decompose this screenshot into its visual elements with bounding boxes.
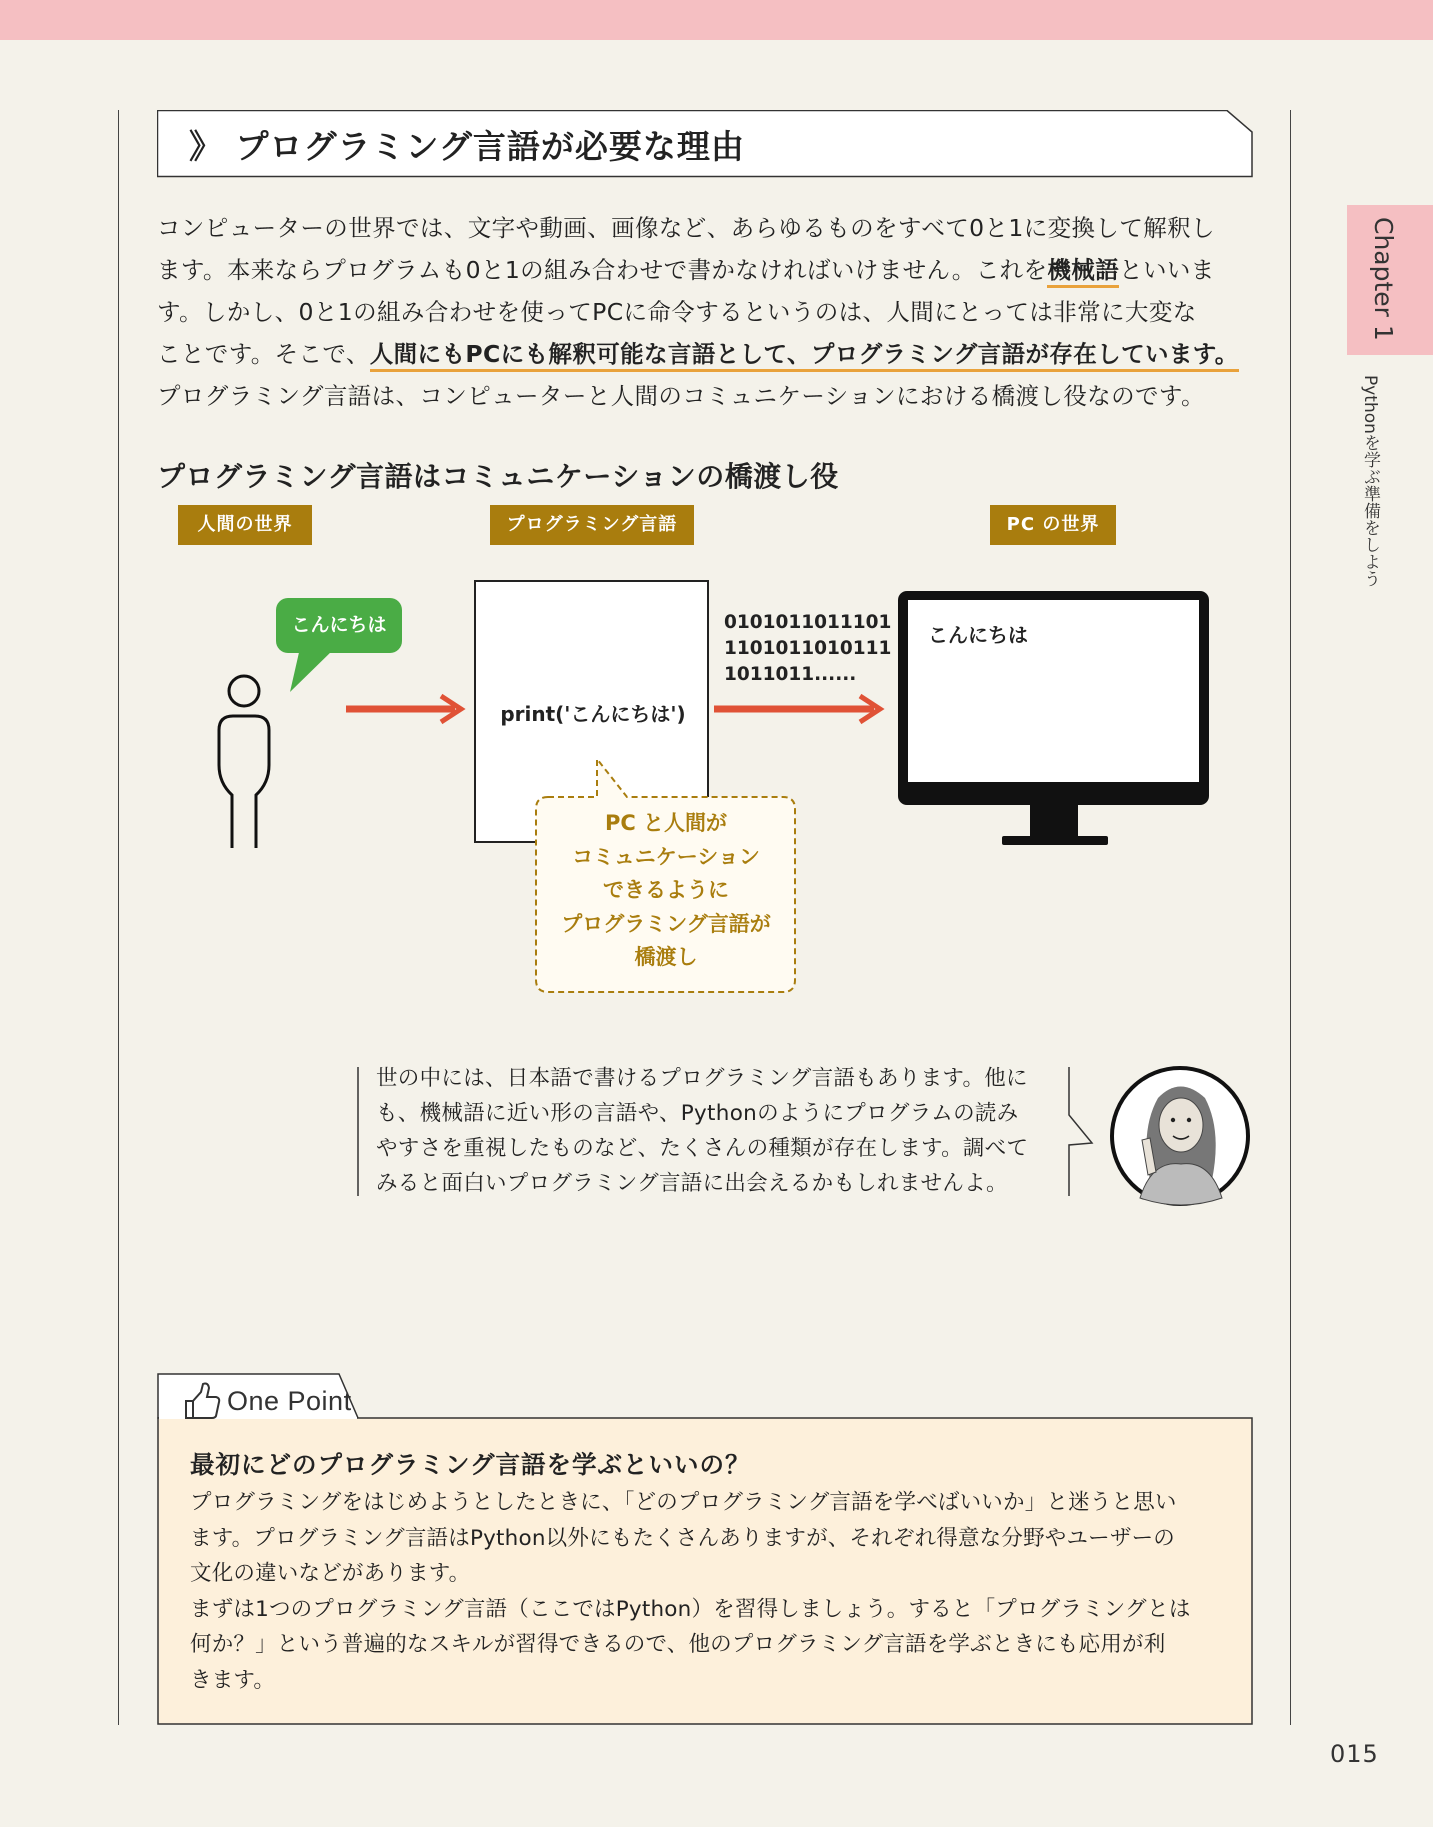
chapter-subtitle: Pythonを学ぶ準備をしよう [1360, 375, 1380, 587]
note-text [537, 798, 795, 993]
speech-line: やすさを重視したものなど、たくさんの種類が存在します。調べて [376, 1136, 1029, 1161]
body-line: プログラミング言語は、コンピューターと人間のコミュニケーションにおける橋渡し役なのです。 [157, 382, 1205, 410]
one-point-line: 文化の違いなどがあります。 [190, 1561, 471, 1586]
one-point-title: 最初にどのプログラミング言語を学ぶといいの？ [190, 1450, 751, 1479]
tag-pc-world: PC の世界 [990, 505, 1116, 545]
note-line: 橋渡し [634, 945, 698, 969]
highlighted-sentence: 人間にもPCにも解釈可能な言語として、プログラミング言語が存在しています。 [370, 340, 1239, 372]
avatar [1112, 1068, 1248, 1205]
greeting-bubble: こんにちは [276, 598, 402, 653]
speech-text [376, 1061, 1066, 1201]
chapter-label: Chapter 1 [1369, 217, 1398, 341]
one-point-body [190, 1485, 1240, 1698]
term-kikaigo: 機械語 [1047, 256, 1119, 288]
one-point-line: ます。プログラミング言語はPython以外にもたくさんありますが、それぞれ得意な分野やユーザーの [190, 1525, 1175, 1551]
one-point-line: きます。 [190, 1667, 276, 1693]
body-line: ます。本来ならプログラムも0と1の組み合わせで書かなければいけません。これを機械語といいま [157, 249, 1252, 291]
body-line: ことです。そこで、人間にもPCにも解釈可能な言語として、プログラミング言語が存在しています。 [157, 333, 1252, 375]
heading-marker: 》 [189, 127, 223, 166]
tag-programming-language: プログラミング言語 [490, 505, 694, 545]
note-line: プログラミング言語が [561, 911, 771, 936]
one-point-line: まずは1つのプログラミング言語（ここではPython）を習得しましょう。すると「プログラミングとは [190, 1596, 1191, 1622]
one-point-line: プログラミングをはじめようとしたときに、「どのプログラミング言語を学べばいいか」と迷うと思い [190, 1490, 1177, 1515]
tag-human-world: 人間の世界 [178, 505, 312, 545]
speech-line: 世の中には、日本語で書けるプログラミング言語もあります。他に [376, 1066, 1028, 1091]
screen-greeting: こんにちは [928, 623, 1028, 647]
arrow-right-icon [346, 696, 461, 722]
arrow-right-icon [714, 696, 880, 722]
page-number: 015 [1330, 1740, 1379, 1768]
heading-title: プログラミング言語が必要な理由 [235, 127, 745, 166]
person-icon [219, 676, 269, 848]
diagram-title: プログラミング言語はコミュニケーションの橋渡し役 [157, 460, 839, 493]
one-point-line: 何か？」という普遍的なスキルが習得できるので、他のプログラミング言語を学ぶときにも応用が利 [190, 1632, 1166, 1657]
note-line: できるように [603, 878, 729, 902]
binary-line: 0101011011101 [724, 612, 892, 633]
chapter-tab [1347, 205, 1433, 355]
binary-line: 1011011...... [724, 664, 857, 685]
bubble-tail [290, 648, 335, 692]
speech-line: も、機械語に近い形の言語や、Pythonのようにプログラムの読み [376, 1101, 1019, 1126]
binary-text [724, 610, 891, 688]
one-point-label: One Point [227, 1386, 352, 1416]
note-line: コミュニケーション [572, 844, 760, 869]
body-line: コンピューターの世界では、文字や動画、画像など、あらゆるものをすべて0と1に変換して解釈し [157, 214, 1215, 242]
code-sample: print('こんにちは') [500, 702, 686, 726]
binary-line: 1101011010111 [724, 638, 892, 659]
note-line: PC と人間が [604, 811, 728, 835]
body-line: す。しかし、0と1の組み合わせを使ってPCに命令するというのは、人間にとっては非常に大変な [157, 298, 1197, 326]
speech-line: みると面白いプログラミング言語に出会えるかもしれませんよ。 [376, 1171, 1008, 1196]
